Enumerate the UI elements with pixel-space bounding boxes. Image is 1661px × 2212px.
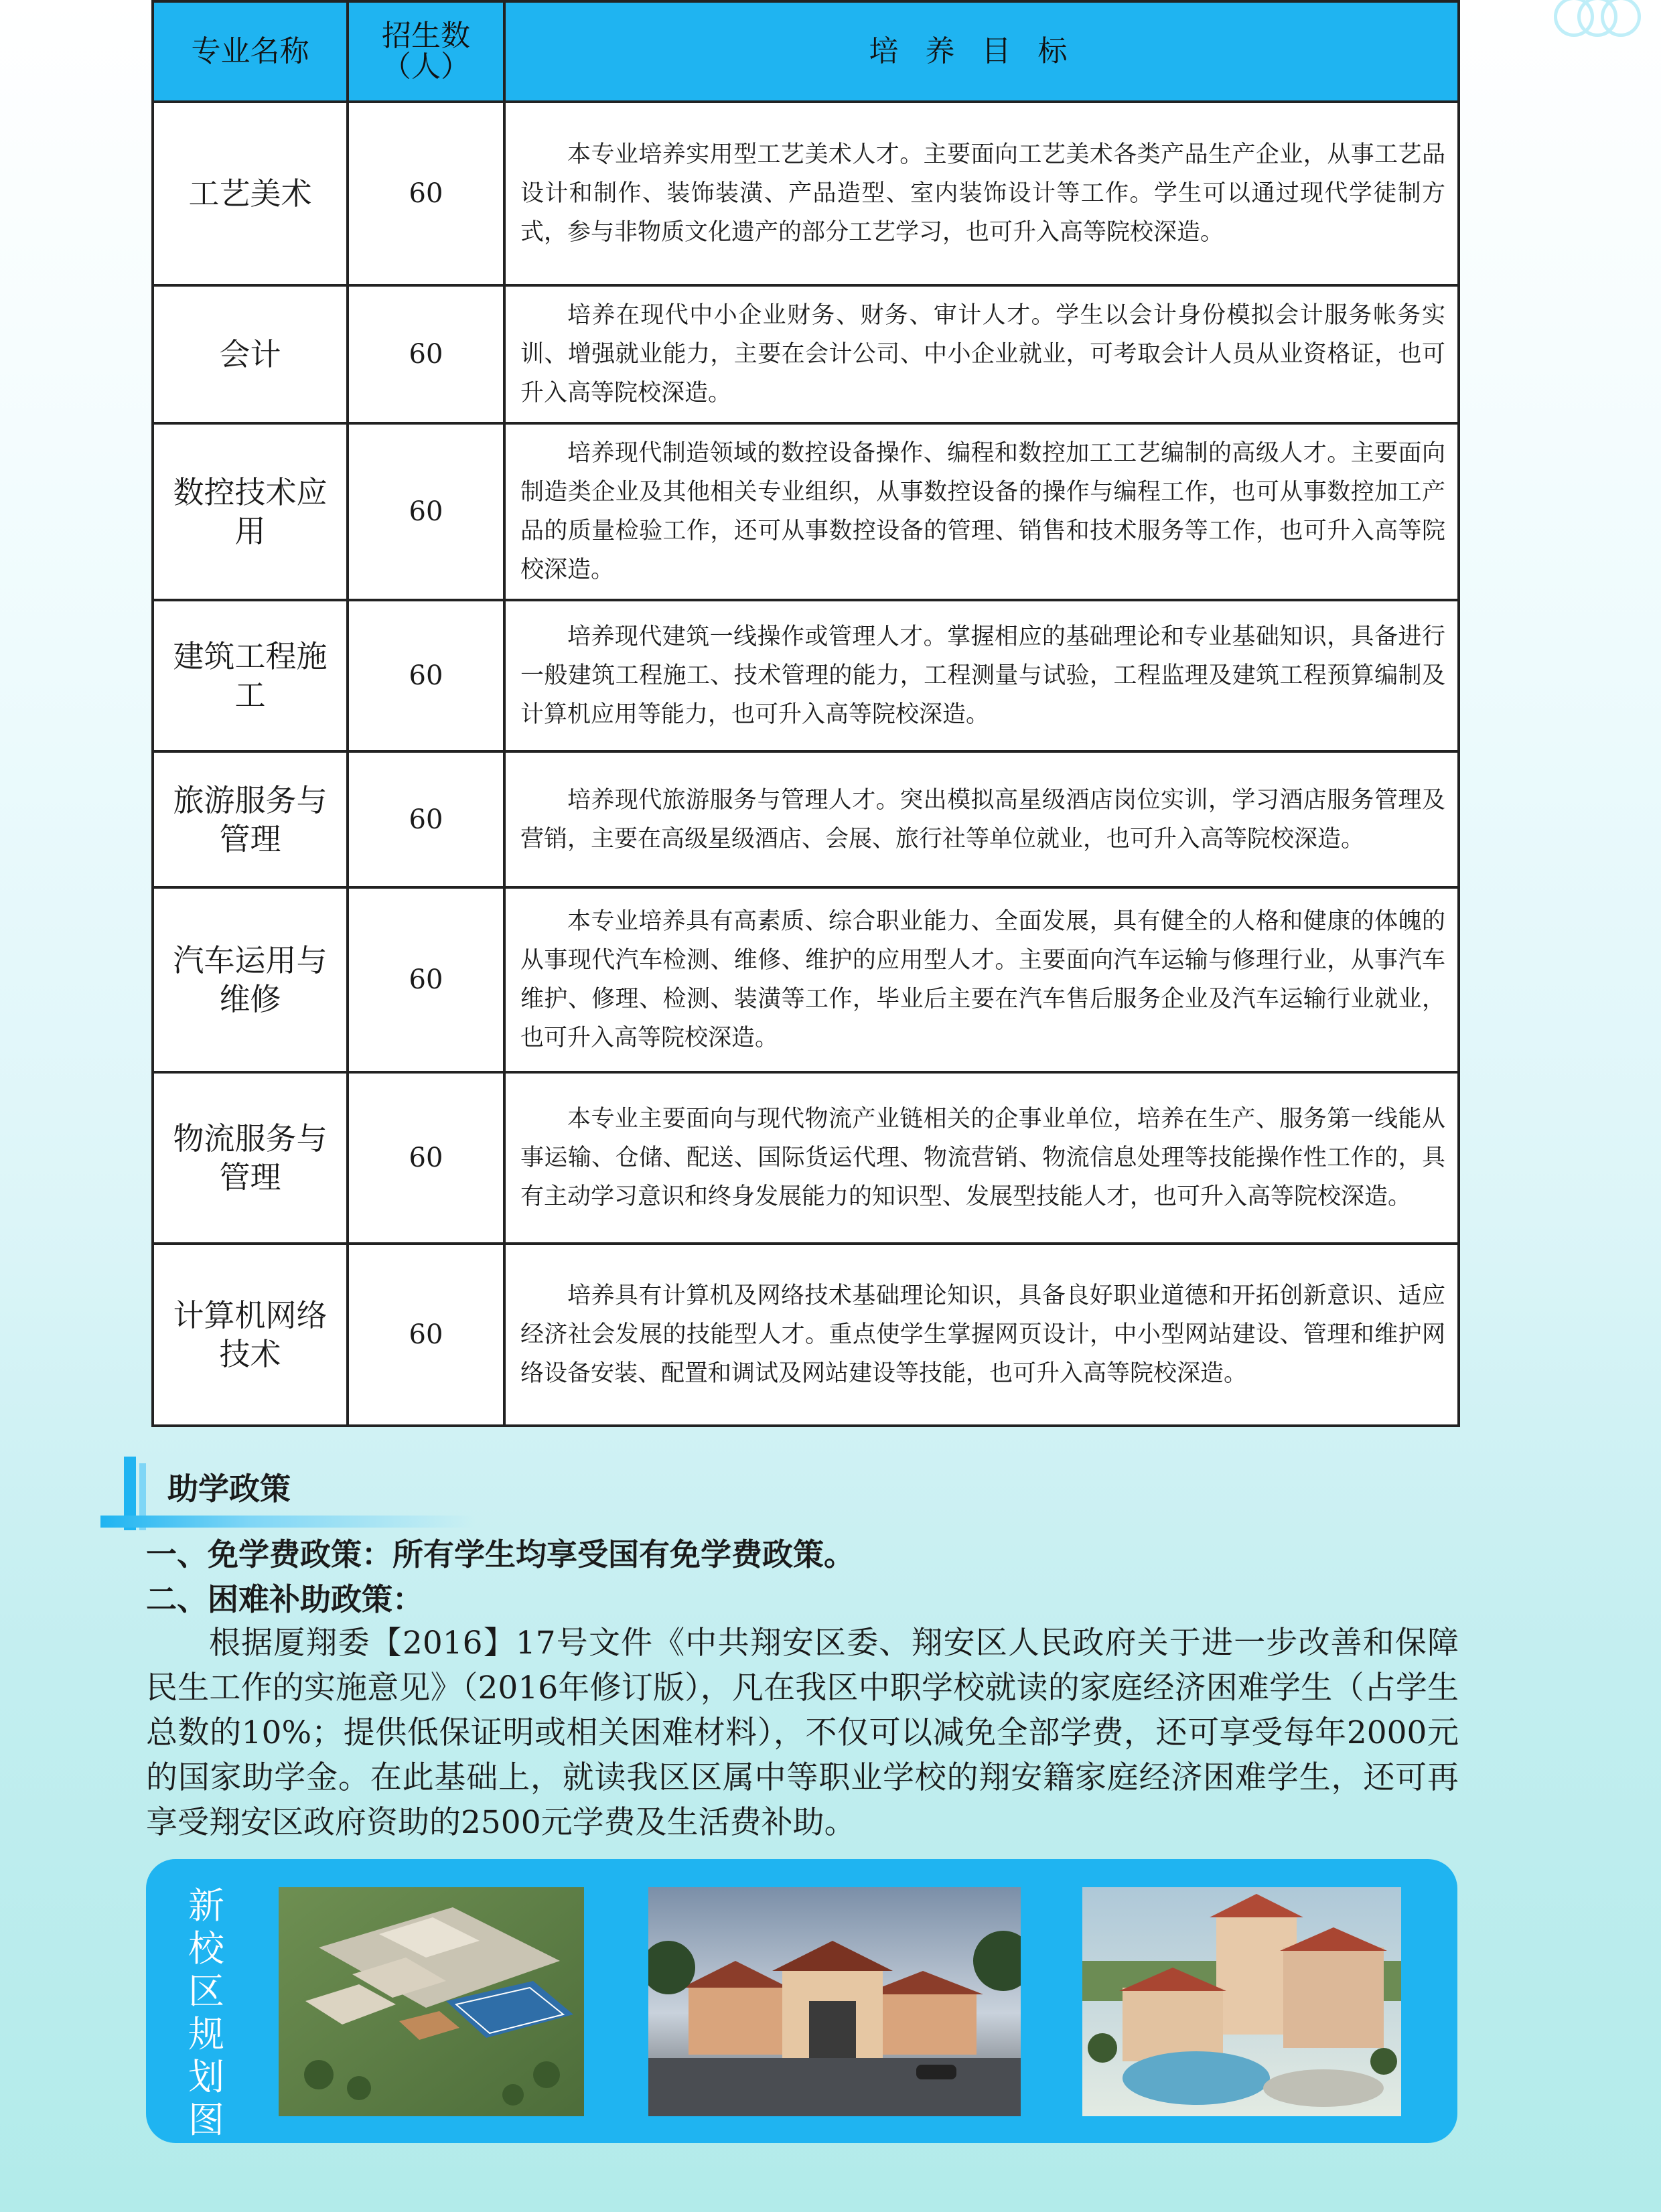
header-training-goal: 培养目标 [504, 1, 1459, 102]
training-goal: 本专业培养实用型工艺美术人才。主要面向工艺美术各类产品生产企业，从事工艺品设计和制作、装饰装潢、产品造型、室内装饰设计等工作。学生可以通过现代学徒制方式，参与非物质文化遗产的部分工艺学习，也可升入高等院校深造。 [504, 102, 1459, 285]
training-goal: 本专业主要面向与现代物流产业链相关的企事业单位，培养在生产、服务第一线能从事运输、仓储、配送、国际货运代理、物流营销、物流信息处理等技能操作性工作的，具有主动学习意识和终身发展能力的知识型、发展型技能人才，也可升入高等院校深造。 [504, 1072, 1459, 1244]
header-enrollment [348, 1, 504, 102]
enrollment-count: 60 [348, 887, 504, 1072]
table-row [153, 600, 1459, 751]
enrollment-count: 60 [348, 600, 504, 751]
enrollment-count: 60 [348, 751, 504, 887]
major-name: 数控技术应用 [153, 423, 348, 600]
table-row [153, 1072, 1459, 1244]
enrollment-count: 60 [348, 1072, 504, 1244]
majors-table [151, 0, 1460, 1427]
policy-hardship-body: 根据厦翔委【2016】17号文件《中共翔安区委、翔安区人民政府关于进一步改善和保障民生工作的实施意见》（2016年修订版），凡在我区中职学校就读的家庭经济困难学生（占学生总数的10%；提供低保证明或相关困难材料），不仅可以减免全部学费，还可享受每年2000元的国家助学金。在此基础上，就读我区区属中等职业学校的翔安籍家庭经济困难学生，还可再享受翔安区政府资助的2500元学费及生活费补助。 [146, 1625, 1459, 1841]
campus-plan-panel [146, 1859, 1457, 2143]
table-header-row [153, 1, 1459, 102]
header-enrollment-label: 招生数（人） [382, 18, 470, 84]
major-name: 工艺美术 [153, 102, 348, 285]
policy-tuition-free: 一、免学费政策：所有学生均享受国有免学费政策。 [146, 1536, 855, 1572]
campus-gate-photo [648, 1887, 1021, 2116]
training-goal: 培养现代制造领域的数控设备操作、编程和数控加工工艺编制的高级人才。主要面向制造类企业及其他相关专业组织，从事数控设备的操作与编程工作，也可从事数控加工产品的质量检验工作，还可从事数控设备的管理、销售和技术服务等工作，也可升入高等院校深造。 [504, 423, 1459, 600]
training-goal: 本专业培养具有高素质、综合职业能力、全面发展，具有健全的人格和健康的体魄的从事现代汽车检测、维修、维护的应用型人才。主要面向汽车运输与修理行业，从事汽车维护、修理、检测、装潢等工作，毕业后主要在汽车售后服务企业及汽车运输行业就业，也可升入高等院校深造。 [504, 887, 1459, 1072]
enrollment-count: 60 [348, 102, 504, 285]
table-row [153, 285, 1459, 423]
header-accent-underline [100, 1516, 476, 1528]
enrollment-count: 60 [348, 423, 504, 600]
enrollment-count: 60 [348, 285, 504, 423]
decorative-rings [1547, 0, 1641, 47]
header-major-name: 专业名称 [153, 1, 348, 102]
training-goal: 培养在现代中小企业财务、财务、审计人才。学生以会计身份模拟会计服务帐务实训、增强就业能力，主要在会计公司、中小企业就业，可考取会计人员从业资格证，也可升入高等院校深造。 [504, 285, 1459, 423]
table-row [153, 1244, 1459, 1426]
campus-building-photo [1082, 1887, 1401, 2116]
training-goal: 培养具有计算机及网络技术基础理论知识，具备良好职业道德和开拓创新意识、适应经济社会发展的技能型人才。重点使学生掌握网页设计，中小型网站建设、管理和维护网络设备安装、配置和调试及网站建设等技能，也可升入高等院校深造。 [504, 1244, 1459, 1426]
training-goal: 培养现代建筑一线操作或管理人才。掌握相应的基础理论和专业基础知识，具备进行一般建筑工程施工、技术管理的能力，工程测量与试验，工程监理及建筑工程预算编制及计算机应用等能力，也可升入高等院校深造。 [504, 600, 1459, 751]
table-row [153, 102, 1459, 285]
table-row [153, 887, 1459, 1072]
campus-aerial-photo [279, 1887, 584, 2116]
major-name: 旅游服务与管理 [153, 751, 348, 887]
table-row [153, 423, 1459, 600]
table-row [153, 751, 1459, 887]
policy-hardship-heading: 二、困难补助政策： [146, 1581, 423, 1617]
campus-plan-title: 新校区规划图 [188, 1885, 224, 2141]
aid-section-title: 助学政策 [167, 1471, 291, 1507]
major-name: 物流服务与管理 [153, 1072, 348, 1244]
training-goal: 培养现代旅游服务与管理人才。突出模拟高星级酒店岗位实训，学习酒店服务管理及营销，主要在高级星级酒店、会展、旅行社等单位就业，也可升入高等院校深造。 [504, 751, 1459, 887]
major-name: 建筑工程施工 [153, 600, 348, 751]
aid-section-header [100, 1457, 476, 1537]
major-name: 汽车运用与维修 [153, 887, 348, 1072]
major-name: 计算机网络技术 [153, 1244, 348, 1426]
enrollment-count: 60 [348, 1244, 504, 1426]
major-name: 会计 [153, 285, 348, 423]
